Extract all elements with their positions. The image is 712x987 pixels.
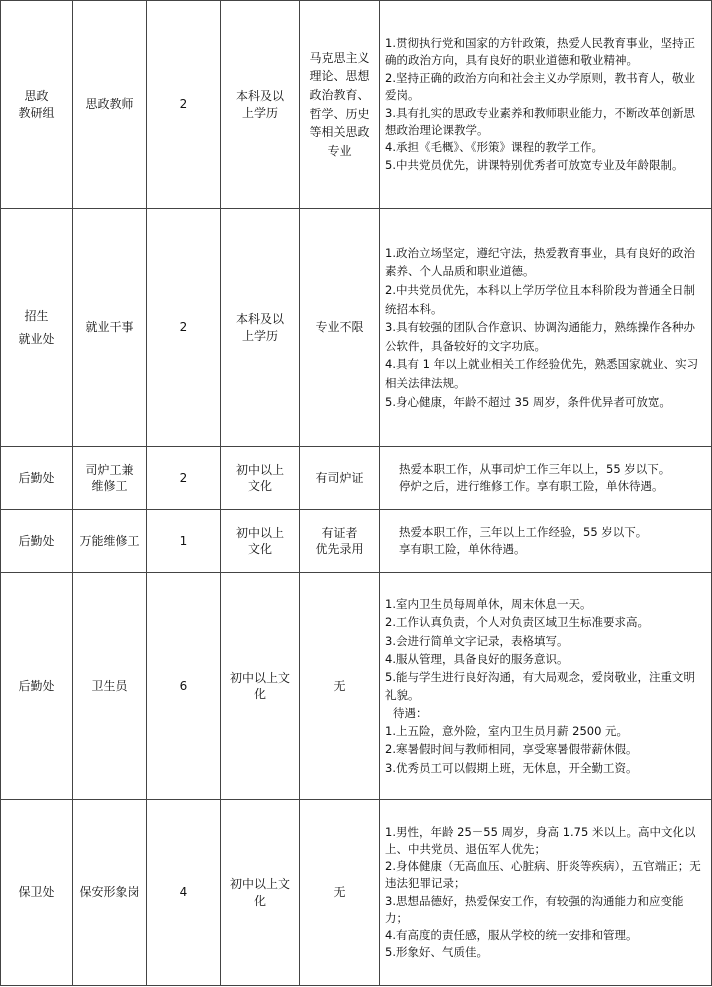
requirement-line: 4.服从管理，具备良好的服务意识。 [385, 651, 569, 666]
education-cell: 本科及以 上学历 [221, 209, 300, 447]
dept-cell: 思政 教研组 [1, 1, 73, 209]
table-row [1, 800, 712, 986]
table-row [1, 510, 712, 573]
major-cell: 马克思主义 理论、思想 政治教育、 哲学、历史 等相关思政 专业 [300, 1, 380, 209]
requirement-line: 5.能与学生进行良好沟通，有大局观念，爱岗敬业，注重文明礼貌。 [385, 669, 695, 702]
requirement-line: 2.中共党员优先，本科以上学历学位且本科阶段为普通全日制统招本科。 [385, 282, 695, 316]
requirement-line: 3.思想品德好，热爱保安工作，有较强的沟通能力和应变能力； [385, 893, 684, 925]
position-cell: 卫生员 [73, 573, 147, 800]
position-cell: 就业干事 [73, 209, 147, 447]
table-row [1, 209, 712, 447]
requirement-line: 1.政治立场坚定，遵纪守法，热爱教育事业，具有良好的政治素养、个人品质和职业道德。 [385, 245, 695, 279]
requirement-line: 3.优秀员工可以假期上班，无休息，开全勤工资。 [385, 760, 638, 775]
position-cell: 万能维修工 [73, 510, 147, 573]
requirement-line: 5.形象好、气质佳。 [385, 945, 488, 960]
requirement-line: 1.上五险，意外险，室内卫生员月薪 2500 元。 [385, 724, 629, 739]
requirements-cell [380, 209, 712, 447]
table-row [1, 1, 712, 209]
requirement-line: 热爱本职工作，三年以上工作经验，55 岁以下。 [399, 524, 648, 539]
count-cell: 1 [147, 510, 221, 573]
requirement-line: 2.坚持正确的政治方向和社会主义办学原则，教书育人，敬业爱岗。 [385, 70, 695, 103]
requirement-line: 2.寒暑假时间与教师相同，享受寒暑假带薪休假。 [385, 742, 638, 757]
requirements-cell [380, 510, 712, 573]
dept-cell: 保卫处 [1, 800, 73, 986]
education-cell: 初中以上 文化 [221, 510, 300, 573]
table-row [1, 447, 712, 510]
dept-cell: 后勤处 [1, 573, 73, 800]
dept-cell: 后勤处 [1, 447, 73, 510]
requirement-line: 享有职工险，单休待遇。 [399, 542, 526, 556]
requirement-line: 4.具有 1 年以上就业相关工作经验优先，熟悉国家就业、实习相关法律法规。 [385, 357, 699, 391]
major-cell: 专业不限 [300, 209, 380, 447]
requirement-line: 待遇： [393, 706, 428, 721]
requirement-line: 3.具有扎实的思政专业素养和教师职业能力，不断改革创新思想政治理论课教学。 [385, 105, 695, 137]
requirement-line: 热爱本职工作，从事司炉工作三年以上，55 岁以下。 [399, 461, 671, 476]
count-cell: 4 [147, 800, 221, 986]
count-cell: 2 [147, 447, 221, 510]
requirement-line: 停炉之后，进行维修工作。享有职工险，单休待遇。 [399, 479, 664, 493]
education-cell: 初中以上文 化 [221, 573, 300, 800]
education-cell: 初中以上 文化 [221, 447, 300, 510]
requirements-cell [380, 1, 712, 209]
requirement-line: 2.工作认真负责，个人对负责区域卫生标准要求高。 [385, 615, 649, 630]
major-cell: 有司炉证 [300, 447, 380, 510]
dept-cell: 招生 就业处 [1, 209, 73, 447]
requirement-line: 3.会进行简单文字记录，表格填写。 [385, 633, 569, 648]
requirement-line: 5.身心健康，年龄不超过 35 周岁，条件优异者可放宽。 [385, 394, 671, 409]
major-cell: 无 [300, 800, 380, 986]
requirement-line: 1.室内卫生员每周单休，周末休息一天。 [385, 597, 592, 612]
requirement-line: 3.具有较强的团队合作意识、协调沟通能力，熟练操作各种办公软件，具备较好的文字功底。 [385, 320, 695, 353]
dept-cell: 后勤处 [1, 510, 73, 573]
education-cell: 本科及以 上学历 [221, 1, 300, 209]
requirement-line: 2.身体健康（无高血压、心脏病、肝炎等疾病），五官端正；无违法犯罪记录； [385, 859, 701, 891]
requirements-cell [380, 573, 712, 800]
requirement-line: 1.男性，年龄 25－55 周岁，身高 1.75 米以上。高中文化以上、中共党员、退伍军人优先； [385, 824, 696, 856]
requirement-line: 1.贯彻执行党和国家的方针政策，热爱人民教育事业，坚持正确的政治方向，具有良好的职业道德和敬业精神。 [385, 35, 695, 68]
requirement-line: 4.有高度的责任感，服从学校的统一安排和管理。 [385, 928, 638, 942]
count-cell: 2 [147, 209, 221, 447]
major-cell: 无 [300, 573, 380, 800]
requirements-cell [380, 800, 712, 986]
position-cell: 保安形象岗 [73, 800, 147, 986]
major-cell: 有证者 优先录用 [300, 510, 380, 573]
table-row [1, 573, 712, 800]
position-cell: 思政教师 [73, 1, 147, 209]
education-cell: 初中以上文 化 [221, 800, 300, 986]
position-cell: 司炉工兼 维修工 [73, 447, 147, 510]
count-cell: 6 [147, 573, 221, 800]
requirement-line: 4.承担《毛概》、《形策》课程的教学工作。 [385, 140, 603, 155]
requirements-cell [380, 447, 712, 510]
count-cell: 2 [147, 1, 221, 209]
requirement-line: 5.中共党员优先，讲课特别优秀者可放宽专业及年龄限制。 [385, 157, 684, 172]
